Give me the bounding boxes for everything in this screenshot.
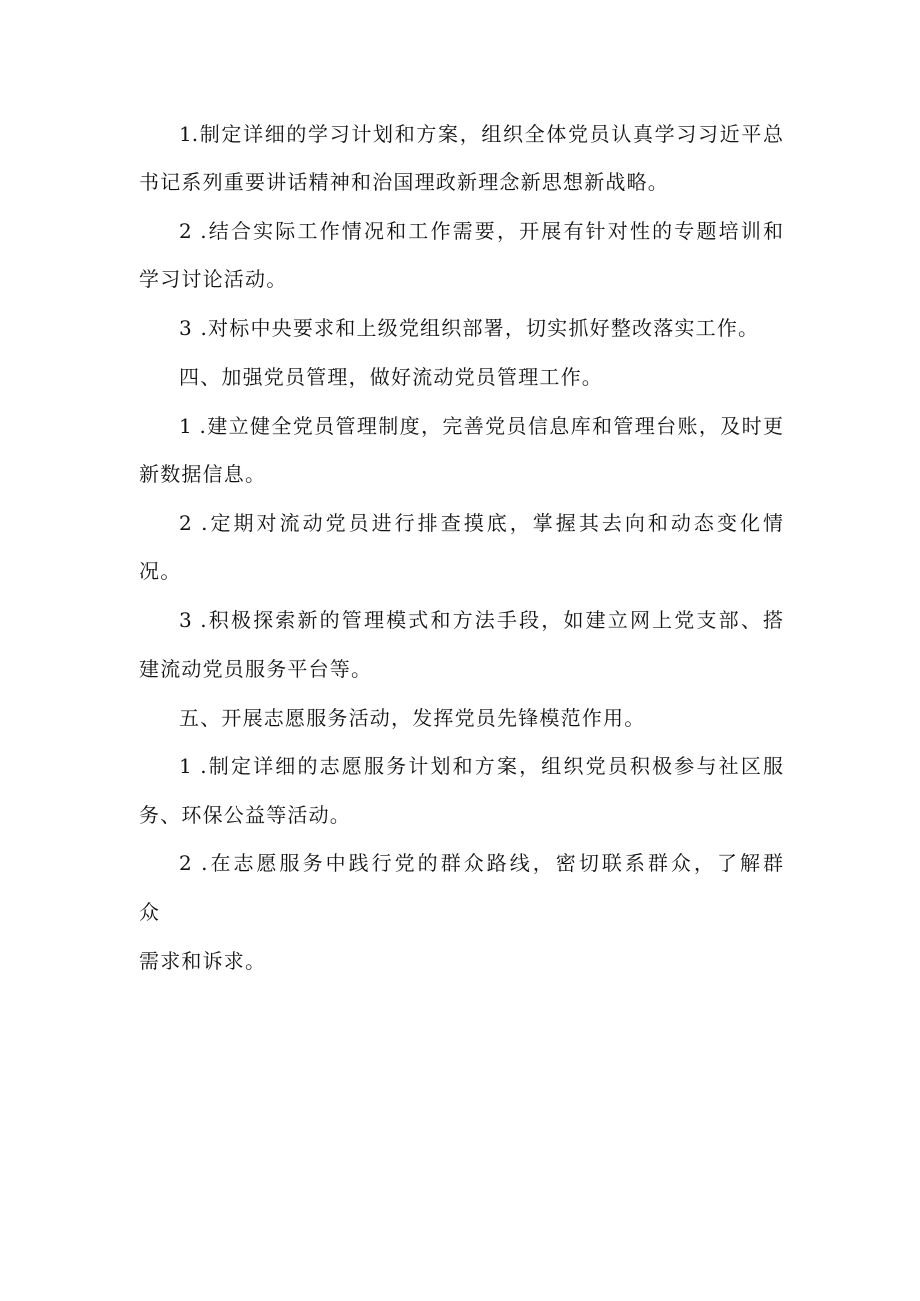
- text-line: 2 .定期对流动党员进行排查摸底，掌握其去向和动态变化情: [179, 511, 783, 535]
- section-heading: 四、加强党员管理，做好流动党员管理工作。: [179, 365, 603, 389]
- text-line: 2 .结合实际工作情况和工作需要，开展有针对性的专题培训和: [179, 219, 783, 243]
- text-line: 众: [139, 900, 161, 924]
- text-line: 1 .制定详细的志愿服务计划和方案，组织党员积极参与社区服: [179, 754, 783, 778]
- text-line: 学习讨论活动。: [139, 267, 288, 291]
- text-line: 建流动党员服务平台等。: [139, 657, 373, 681]
- text-line: 况。: [139, 559, 182, 583]
- text-line: 1 .建立健全党员管理制度，完善党员信息库和管理台账，及时更: [179, 414, 783, 438]
- text-line: 1.制定详细的学习计划和方案，组织全体党员认真学习习近平总: [179, 122, 783, 146]
- section-heading: 五、开展志愿服务活动，发挥党员先锋模范作用。: [179, 706, 646, 730]
- text-line: 书记系列重要讲话精神和治国理政新理念新思想新战略。: [139, 170, 669, 194]
- text-line: 3 .积极探索新的管理模式和方法手段，如建立网上党支部、搭: [179, 608, 783, 632]
- text-line: 需求和诉求。: [139, 949, 267, 973]
- text-line: 2 .在志愿服务中践行党的群众路线，密切联系群众，了解群: [179, 851, 783, 875]
- text-line: 3 .对标中央要求和上级党组织部署，切实抓好整改落实工作。: [179, 316, 760, 340]
- text-line: 新数据信息。: [139, 462, 267, 486]
- text-line: 务、环保公益等活动。: [139, 803, 351, 827]
